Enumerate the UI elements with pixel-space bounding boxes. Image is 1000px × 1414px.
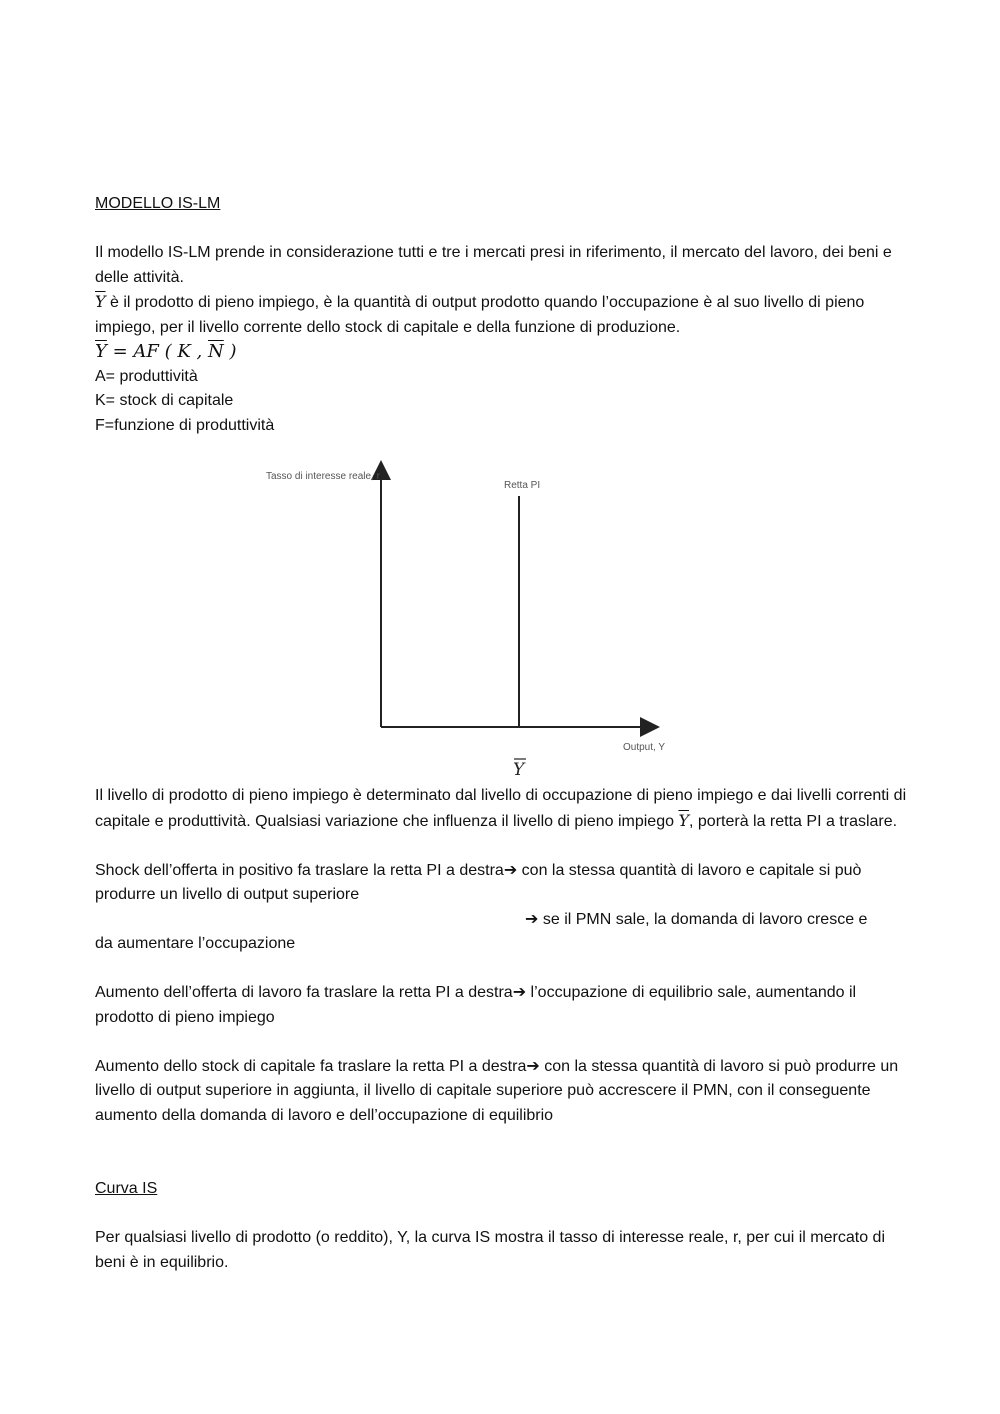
curva-is-paragraph: Per qualsiasi livello di prodotto (o reddito), Y, la curva IS mostra il tasso di interesse reale, r, per cui il mercato di beni è in equilibrio.	[95, 1229, 885, 1271]
ybar-axis-label: Y	[513, 760, 525, 780]
y-axis-label: Tasso di interesse reale, r	[266, 471, 380, 482]
pi-line-figure	[95, 444, 910, 784]
pi-paragraph	[95, 784, 910, 834]
pi-paragraph-text-2: , porterà la retta PI a traslare.	[689, 812, 898, 830]
labor-supply-consequence: l’occupazione di equilibrio sale, aumentando il prodotto di pieno impiego	[95, 984, 857, 1026]
pi-line-diagram	[95, 444, 910, 784]
labor-supply-text: Aumento dell’offerta di lavoro fa traslare la retta PI a destra	[95, 984, 513, 1001]
definition-k: K= stock di capitale	[95, 392, 234, 409]
section-title-curva-is: Curva IS	[95, 1180, 158, 1197]
capital-stock-consequence: con la stessa quantità di lavoro si può produrre un livello di output superiore in aggiunta, il livello di capitale superiore può accrescere il PMN, con il conseguente aumento della domanda di lavoro e dell’occupazione di equilibrio	[95, 1057, 899, 1124]
pi-line-label: Retta PI	[504, 480, 541, 491]
capital-stock-paragraph	[95, 1055, 910, 1129]
supply-shock-consequence: con la stessa quantità di lavoro e capitale si può produrre un livello di output superiore	[95, 861, 862, 903]
arrow-icon: ➔	[525, 910, 539, 928]
definition-f: F=funzione di produttività	[95, 416, 275, 434]
formula-eq: = AF	[106, 341, 165, 362]
ybar-symbol: $\overline{Y}$	[95, 292, 106, 311]
labor-supply-paragraph	[95, 981, 910, 1030]
supply-shock-second	[95, 908, 910, 933]
pi-paragraph-text-1: Il livello di prodotto di pieno impiego è determinato dal livello di occupazione di pieno impiego e dai livelli correnti di capitale e produttività. Qualsiasi variazione che influenza il livello di pieno impiego	[95, 787, 907, 830]
pi-paragraph-ybar: $\overline{Y}$	[678, 810, 689, 830]
ybar-definition-text: è il prodotto di pieno impiego, è la quantità di output prodotto quando l’occupazione è al suo livello di pieno impiego, per il livello corrente dello stock di capitale e della funzione di produzione.	[95, 294, 865, 336]
definition-a: A= produttività	[95, 367, 198, 385]
formula-close: )	[223, 341, 237, 362]
supply-shock-paragraph	[95, 859, 910, 908]
capital-stock-text: Aumento dello stock di capitale fa traslare la retta PI a destra	[95, 1057, 527, 1075]
arrow-icon: ➔	[503, 861, 518, 879]
formula-n: $\overline{N}$	[208, 341, 224, 362]
ybar-definition	[95, 290, 910, 340]
arrow-icon: ➔	[512, 984, 527, 1001]
production-formula	[95, 340, 910, 365]
page-title: MODELLO IS-LM	[95, 195, 221, 212]
supply-shock-third: da aumentare l’occupazione	[95, 935, 296, 952]
document-body	[95, 192, 910, 1275]
supply-shock-second-text: se il PMN sale, la domanda di lavoro cresce e	[538, 910, 868, 928]
formula-args: ( K ,	[164, 341, 208, 362]
intro-paragraph: Il modello IS-LM prende in considerazione tutti e tre i mercati presi in riferimento, il mercato del lavoro, dei beni e delle attività.	[95, 244, 892, 286]
supply-shock-text: Shock dell’offerta in positivo fa traslare la retta PI a destra	[95, 861, 504, 879]
arrow-icon: ➔	[526, 1057, 540, 1075]
formula-lhs: $\overline{Y}$	[95, 341, 107, 362]
x-axis-label: Output, Y	[623, 742, 666, 753]
